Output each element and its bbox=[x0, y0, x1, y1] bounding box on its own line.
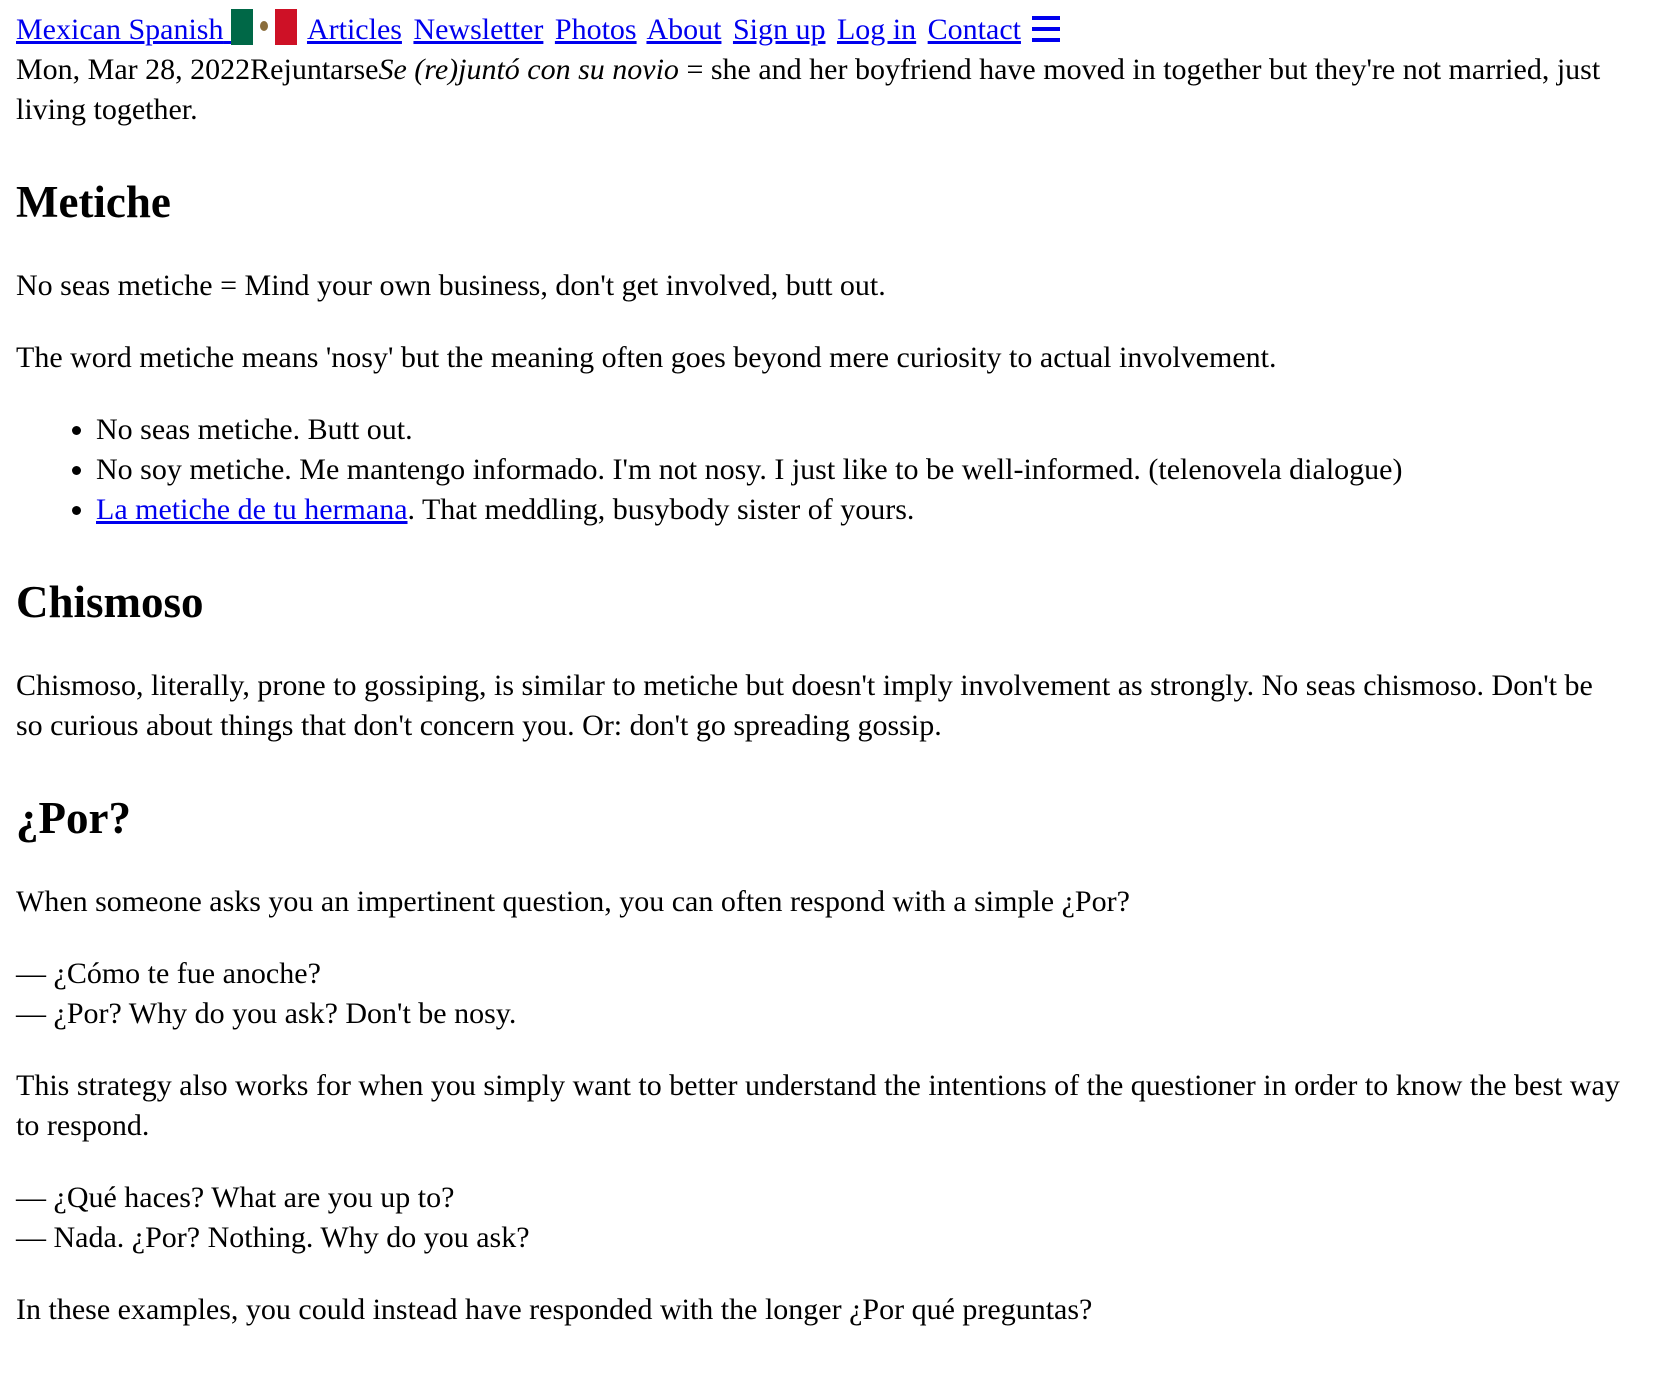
por-paragraph-1: When someone asks you an impertinent question, you can often respond with a simple ¿Por? bbox=[16, 885, 1130, 918]
chismoso-paragraph: Chismoso, literally, prone to gossiping, is similar to metiche but doesn't imply involvement as strongly. No seas chismoso. Don't be so curious about things that don't concern you. Or: don't go spreading gossip. bbox=[16, 669, 1593, 742]
nav-link-photos[interactable]: Photos bbox=[554, 13, 637, 46]
metiche-examples-list bbox=[16, 410, 1624, 530]
brand-link[interactable] bbox=[16, 13, 303, 46]
list-item: • No seas metiche. Butt out. bbox=[96, 410, 1624, 450]
nav-link-about[interactable]: About bbox=[646, 13, 722, 46]
heading-metiche: Metiche bbox=[16, 177, 171, 227]
por-paragraph-3: In these examples, you could instead have responded with the longer ¿Por qué preguntas? bbox=[16, 1293, 1093, 1326]
dialog-line: — ¿Cómo te fue anoche? bbox=[16, 957, 321, 990]
dialog-line: — ¿Qué haces? What are you up to? bbox=[16, 1181, 455, 1214]
dialog-line: — Nada. ¿Por? Nothing. Why do you ask? bbox=[16, 1221, 530, 1254]
nav-link-newsletter[interactable]: Newsletter bbox=[413, 13, 544, 46]
article-meta bbox=[16, 50, 1624, 130]
nav-link-sign-up[interactable]: Sign up bbox=[732, 13, 826, 46]
example-phrase: Se (re)juntó con su novio bbox=[378, 53, 679, 86]
por-paragraph-2: This strategy also works for when you simply want to better understand the intentions of the questioner in order to know the best way to respond. bbox=[16, 1069, 1620, 1142]
phrase-definition: = she and her boyfriend have moved in together but they're not married, just living together. bbox=[16, 53, 1601, 126]
nav-link-contact[interactable]: Contact bbox=[927, 13, 1021, 46]
metiche-paragraph-1: No seas metiche = Mind your own business, don't get involved, butt out. bbox=[16, 269, 886, 302]
heading-por: ¿Por? bbox=[16, 793, 131, 843]
dialog-1 bbox=[16, 954, 1624, 1034]
list-item bbox=[96, 490, 1624, 530]
top-navigation bbox=[16, 10, 1624, 50]
article-title: Rejuntarse bbox=[250, 53, 379, 86]
article-date: Mon, Mar 28, 2022 bbox=[16, 53, 251, 86]
metiche-paragraph-2: The word metiche means 'nosy' but the meaning often goes beyond mere curiosity to actual involvement. bbox=[16, 341, 1277, 374]
metiche-hermana-link[interactable]: La metiche de tu hermana bbox=[96, 493, 408, 526]
nav-link-log-in[interactable]: Log in bbox=[836, 13, 917, 46]
nav-link-articles[interactable]: Articles bbox=[306, 13, 402, 46]
hamburger-menu-icon[interactable] bbox=[1032, 16, 1060, 42]
mexico-flag-icon bbox=[231, 9, 297, 45]
list-item: • No soy metiche. Me mantengo informado. I'm not nosy. I just like to be well-informed. (telenovela dialogue) bbox=[96, 450, 1624, 490]
dialog-2 bbox=[16, 1178, 1624, 1258]
list-item-text: . That meddling, busybody sister of yours. bbox=[407, 493, 915, 526]
heading-chismoso: Chismoso bbox=[16, 577, 204, 627]
brand-label: Mexican Spanish bbox=[16, 13, 224, 46]
dialog-line: — ¿Por? Why do you ask? Don't be nosy. bbox=[16, 997, 517, 1030]
